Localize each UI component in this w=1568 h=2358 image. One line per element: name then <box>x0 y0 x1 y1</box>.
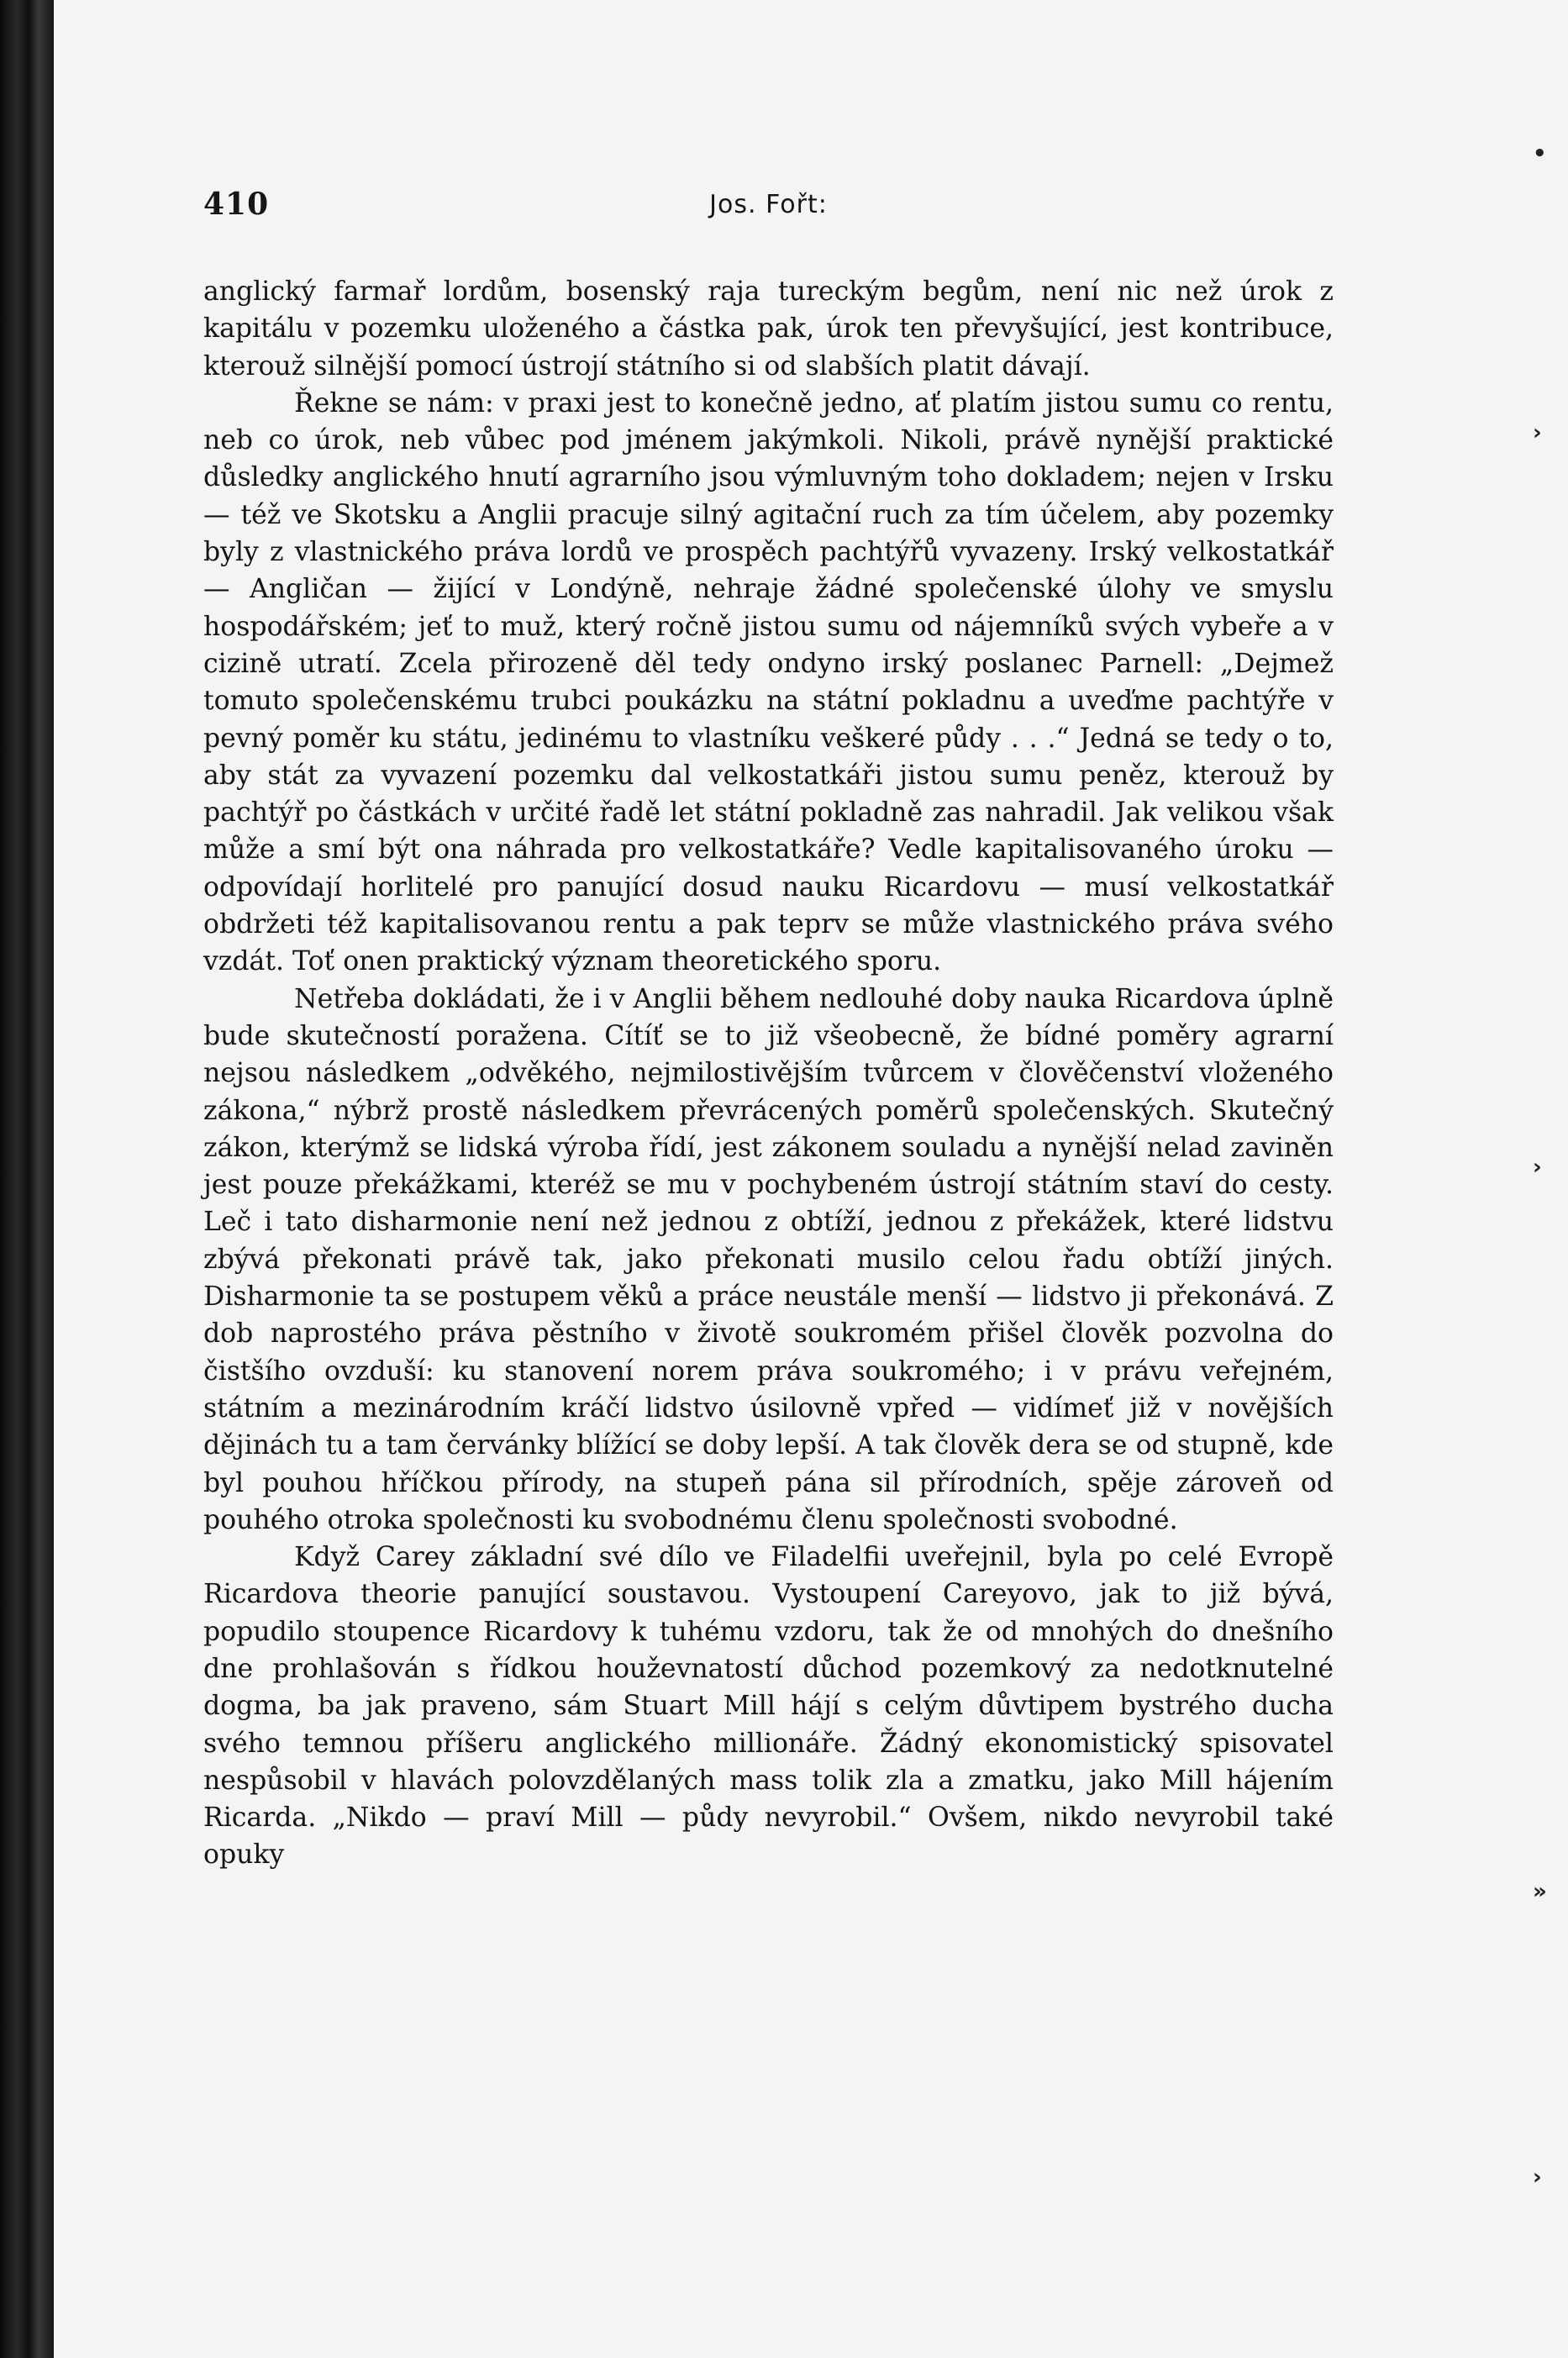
margin-speck: › <box>1533 2165 1542 2190</box>
running-head-author: Jos. Fořt: <box>709 190 828 219</box>
paragraph: Netřeba dokládati, že i v Anglii během nedlouhé doby nauka Ricardova úplně bude skutečností poražena. Cítíť se to již všeobecně, že bídné poměry agrarní nejsou následkem „odvěkého, nejmilostivějším tvůrcem v člověčenství vloženého zákona,“ nýbrž prostě následkem převrácených poměrů společenských. Skutečný zákon, kterýmž se lidská výroba řídí, jest zákonem souladu a nynější nelad zaviněn jest pouze překážkami, kteréž se mu v pochybeném ústrojí státním staví do cesty. Leč i tato disharmonie není než jednou z obtíží, jednou z překážek, které lidstvu zbývá překonati právě tak, jako překonati musilo celou řadu obtíží jiných. Disharmonie ta se postupem věků a práce neustále menší — lidstvo ji překonává. Z dob naprostého práva pěstního v životě soukromém přišel člověk pozvolna do čistšího ovzduší: ku stanovení norem práva soukromého; i v právu veřejném, státním a mezinárodním kráčí lidstvo úsilovně vpřed — vidímeť již v novějších dějinách tu a tam červánky blížící se doby lepší. A tak člověk dera se od stupně, kde byl pouhou hříčkou přírody, na stupeň pána sil přírodních, spěje zároveň od pouhého otroka společnosti ku svobodnému členu společnosti svobodné. <box>203 983 1334 1535</box>
page-number: 410 <box>203 187 270 222</box>
paragraph: Řekne se nám: v praxi jest to konečně jedno, ať platím jistou sumu co rentu, neb co úrok, neb vůbec pod jménem jakýmkoli. Nikoli, právě nynější praktické důsledky anglického hnutí agrarního jsou výmluvným toho dokladem; nejen v Irsku — též ve Skotsku a Anglii pracuje silný agitační ruch za tím účelem, aby pozemky byly z vlastnického práva lordů ve prospěch pachtýřů vyvazeny. Irský velkostatkář — Angličan — žijící v Londýně, nehraje žádné společenské úlohy ve smyslu hospodářském; jeť to muž, který ročně jistou sumu od nájemníků svých vybeře a v cizině utratí. Zcela přirozeně děl tedy ondyno irský poslanec Parnell: „Dejmež tomuto společenskému trubci poukázku na státní pokladnu a uveďme pachtýře v pevný poměr ku státu, jedinému to vlastníku veškeré půdy . . .“ Jedná se tedy o to, aby stát za vyvazení pozemku dal velkostatkáři jistou sumu peněz, kterouž by pachtýř po částkách v určité řadě let státní pokladně zas nahradil. Jak velikou však může a smí být ona náhrada pro velkostatkáře? Vedle kapitalisovaného úroku — odpovídají horlitelé pro panující dosud nauku Ricardovu — musí velkostatkář obdržeti též kapitalisovanou rentu a pak teprv se může vlastnického práva svého vzdát. Toť onen praktický význam theoretického sporu. <box>203 387 1334 977</box>
margin-speck: › <box>1533 420 1542 445</box>
running-head <box>203 187 1334 234</box>
paragraph-continued: anglický farmař lordům, bosenský raja tureckým begům, není nic než úrok z kapitálu v pozemku uloženého a částka pak, úrok ten převyšující, jest kontribuce, kterouž silnější pomocí ústrojí státního si od slabších platit dávají. <box>203 276 1334 382</box>
body-text <box>203 273 1334 1874</box>
margin-speck: • <box>1533 141 1547 166</box>
margin-speck: » <box>1533 1879 1547 1904</box>
paragraph: Když Carey základní své dílo ve Filadelfii uveřejnil, byla po celé Evropě Ricardova theorie panující soustavou. Vystoupení Careyovo, jak to již bývá, popudilo stoupence Ricardovy k tuhému vzdoru, tak že od mnohých do dnešního dne prohlašován s řídkou houževnatostí důchod pozemkový za nedotknutelné dogma, ba jak praveno, sám Stuart Mill hájí s celým důvtipem bystrého ducha svého temnou příšeru anglického millionáře. Žádný ekonomistický spisovatel nespůsobil v hlavách polovzdělaných mass tolik zla a zmatku, jako Mill hájením Ricarda. „Nikdo — praví Mill — půdy nevyrobil.“ Ovšem, nikdo nevyrobil také opuky <box>203 1542 1334 1871</box>
scan-binding-edge <box>0 0 54 2358</box>
margin-speck: › <box>1533 1155 1542 1180</box>
